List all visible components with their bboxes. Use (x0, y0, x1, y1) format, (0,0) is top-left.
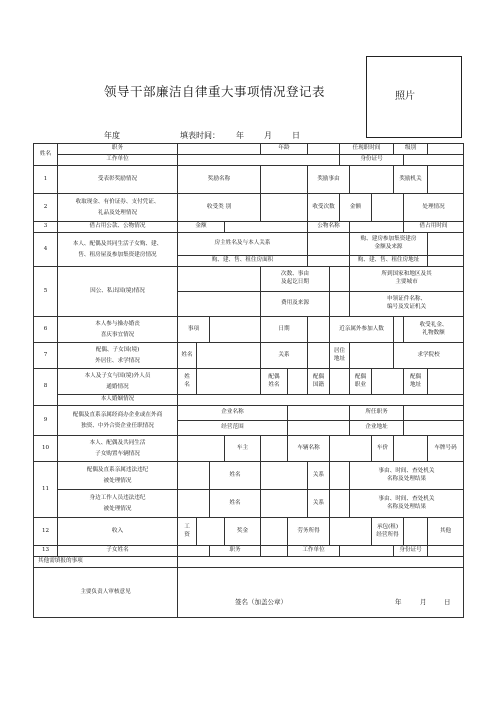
row-item-line: 礼品及处理情况 (97, 209, 138, 216)
cell-label: 企业地址 (350, 421, 404, 436)
row-item-line: 本人、配偶及其同生活子女购、建、 (72, 240, 163, 247)
cell-label-line: 资 (184, 531, 190, 538)
row-number: 12 (34, 518, 58, 546)
row-number: 4 (34, 233, 58, 267)
cell-label-line: 地址 (409, 381, 422, 388)
cell-label (350, 490, 464, 518)
cell-label (350, 233, 428, 256)
cell-label (261, 267, 330, 292)
fill-year: 年 (236, 131, 244, 140)
row-item (58, 406, 178, 436)
registration-table (33, 143, 464, 618)
row-item (58, 194, 178, 222)
cell-label: 姓名 (210, 462, 261, 490)
cell-label (350, 369, 372, 395)
cell-label: 房主姓名及与本人关系 (178, 233, 308, 256)
row-item (58, 490, 178, 518)
cell-label (350, 462, 464, 490)
cell-label: 经营范围 (178, 421, 288, 436)
row-item-line: 通婚情况 (106, 383, 129, 390)
row-item: 本人婚姻情况 (58, 395, 178, 406)
position-label: 职务 (58, 144, 178, 155)
row-number: 2 (34, 194, 58, 222)
row-number: 8 (34, 369, 58, 406)
row-item-line: 本人、配偶及共同生活 (89, 439, 146, 446)
cell-label: 奖金 (225, 518, 261, 546)
cell-label: 购、建、售、租住房地址 (350, 256, 428, 267)
cell-label: 姓名 (210, 490, 261, 518)
sign-year: 年 (395, 598, 402, 606)
cell-label: 关系 (308, 490, 330, 518)
row-item-line: 身边工作人员违法违纪 (89, 494, 146, 501)
cell-label-line: 姓名 (268, 381, 280, 388)
cell-label-line: 配偶 (312, 373, 325, 380)
cell-label-line: 名称及处理结果 (386, 503, 427, 510)
row-item (58, 317, 178, 343)
cell-label-line: 收受礼金、 (419, 321, 448, 328)
cell-label: 金额 (340, 194, 372, 222)
cell-label-line: 配偶 (268, 373, 280, 380)
fill-day: 日 (292, 131, 300, 140)
cell-label-line: 金额及来源 (374, 244, 403, 250)
photo-label: 照片 (395, 91, 415, 102)
row-item-line: 售、租房屋及参加集资建房情况 (78, 251, 157, 258)
cell-label-line: 居住 (333, 347, 346, 354)
row-number: 7 (34, 343, 58, 369)
fill-time-label: 填表时间： (180, 131, 220, 140)
cell-label-line: 经营所得 (376, 531, 399, 538)
cell-label (261, 369, 288, 395)
cell-label: 公物名称 (308, 222, 350, 233)
cell-label: 车价 (372, 436, 394, 462)
row-number: 5 (34, 267, 58, 317)
name-label: 姓名 (34, 144, 58, 166)
row-item-line: 本人参与操办婚丧 (95, 320, 140, 327)
cell-label-line: 编号及发证机关 (386, 304, 427, 310)
cell-label-line: 购、建房参加集资建房 (360, 236, 417, 243)
cell-label: 奖励事由 (308, 166, 350, 194)
rank-label: 级别 (394, 144, 428, 155)
cell-label-line: 名 (184, 381, 190, 388)
row-item: 借占用公款、公物情况 (58, 222, 178, 233)
cell-label: 求学院校 (394, 343, 464, 369)
row-item (58, 369, 178, 395)
cell-label-line: 承包(租) (376, 523, 399, 530)
row-item (58, 462, 178, 490)
appointment-time-label: 任现职时间 (340, 144, 394, 155)
cell-label-line: 配偶 (354, 373, 367, 380)
cell-label: 车辆名称 (288, 436, 330, 462)
cell-label: 关系 (261, 343, 308, 369)
cell-label-line: 地址 (333, 355, 346, 362)
cell-label: 企业名称 (178, 406, 288, 421)
cell-label-line: 姓 (184, 373, 190, 380)
cell-label (330, 343, 350, 369)
cell-label: 近亲属外参加人数 (330, 317, 394, 343)
cell-label-line: 职业 (354, 381, 367, 388)
cell-label: 借占用时间 (404, 222, 464, 233)
cell-label-line: 主要城市 (395, 279, 418, 285)
row-item-line: 子女购置车辆情况 (95, 450, 140, 457)
cell-label: 所任职务 (350, 406, 404, 421)
row-number: 11 (34, 462, 58, 518)
form-title: 领导干部廉洁自律重大事项情况登记表 (104, 84, 326, 99)
sign-month: 月 (420, 598, 427, 606)
cell-label-line: 礼物数额 (422, 329, 445, 336)
sign-day: 日 (444, 598, 451, 606)
row-item-line: 配偶及直系亲属经商办企业或在外商 (72, 411, 163, 418)
cell-label: 日期 (261, 317, 308, 343)
row-item (58, 233, 178, 267)
row-item: 子女姓名 (58, 546, 178, 557)
row-item-line: 被处理情况 (103, 477, 132, 484)
cell-label-line: 工 (184, 523, 190, 530)
row-item: 收入 (58, 518, 178, 546)
signature-label: 签名（加盖公章） (235, 598, 287, 606)
cell-label-line: 及起讫日期 (281, 279, 309, 285)
row-item-line: 收取现金、有价证券、支付凭证、 (75, 198, 160, 205)
cell-label (350, 267, 464, 292)
cell-label (372, 518, 404, 546)
cell-label: 姓名 (178, 343, 197, 369)
cell-label-line: 国籍 (312, 381, 325, 388)
row-item-line: 配偶、子女国(境) (95, 346, 140, 353)
age-label: 年龄 (261, 144, 308, 155)
cell-label: 费用及来源 (261, 292, 330, 317)
id-number-label: 身份证号 (340, 155, 404, 166)
cell-label (350, 292, 464, 317)
row-number: 6 (34, 317, 58, 343)
row-item (58, 343, 178, 369)
photo-box (366, 56, 462, 138)
row-number: 10 (34, 436, 58, 462)
cell-label: 职务 (210, 546, 261, 557)
row-item-line: 独资、中外合资企业任职情况 (81, 422, 154, 429)
cell-label: 劳务所得 (288, 518, 330, 546)
row-item: 受表彰奖励情况 (58, 166, 178, 194)
cell-label: 关系 (308, 462, 330, 490)
cell-label: 奖励机关 (394, 166, 428, 194)
row-number: 13 (34, 546, 58, 557)
cell-label: 其他 (428, 518, 464, 546)
cell-label (178, 369, 197, 395)
row-item: 因公、私出国(境)情况 (58, 267, 178, 317)
cell-label: 车主 (225, 436, 261, 462)
cell-label: 金额 (178, 222, 225, 233)
cell-label-line: 所到国家和地区及其 (381, 271, 432, 278)
row-item-line: 被处理情况 (103, 505, 132, 512)
cell-label-line: 次数、事由 (281, 271, 309, 278)
cell-label: 工作单位 (288, 546, 340, 557)
row-item-line: 配偶及直系亲属违法违纪 (86, 466, 149, 473)
cell-label: 处理情况 (404, 194, 464, 222)
cell-label: 身份证号 (394, 546, 428, 557)
cell-label-line: 申领证件名称、 (386, 296, 427, 303)
cell-label (404, 369, 428, 395)
cell-label (178, 518, 197, 546)
cell-label: 奖励名称 (178, 166, 261, 194)
cell-label-line: 事由、时间、查处机关 (378, 467, 435, 474)
other-items-label: 其他需填报的事项 (34, 557, 178, 568)
supervisor-opinion-label: 主要负责人审核意见 (34, 568, 178, 618)
cell-label: 事项 (178, 317, 210, 343)
cell-label: 收受次数 (308, 194, 340, 222)
cell-label: 车牌号码 (428, 436, 464, 462)
cell-label: 收受类 别 (178, 194, 261, 222)
cell-label: 购、建、售、租住房面积 (178, 256, 308, 267)
cell-label-line: 事由、时间、查处机关 (378, 495, 435, 502)
cell-label (404, 317, 464, 343)
cell-label-line: 名称及处理结果 (386, 475, 427, 482)
row-item-line: 喜庆事宜情况 (100, 331, 135, 338)
cell-label (308, 369, 330, 395)
row-number: 3 (34, 222, 58, 233)
row-item-line: 本人及子女与国(境)外人员 (84, 372, 151, 379)
row-item (58, 436, 178, 462)
fill-month: 月 (264, 131, 272, 140)
cell-label-line: 配偶 (409, 373, 422, 380)
row-number: 1 (34, 166, 58, 194)
year-label: 年度 (104, 131, 120, 140)
row-number: 9 (34, 406, 58, 436)
row-item-line: 外居住、求学情况 (95, 357, 140, 364)
work-unit-label: 工作单位 (58, 155, 178, 166)
